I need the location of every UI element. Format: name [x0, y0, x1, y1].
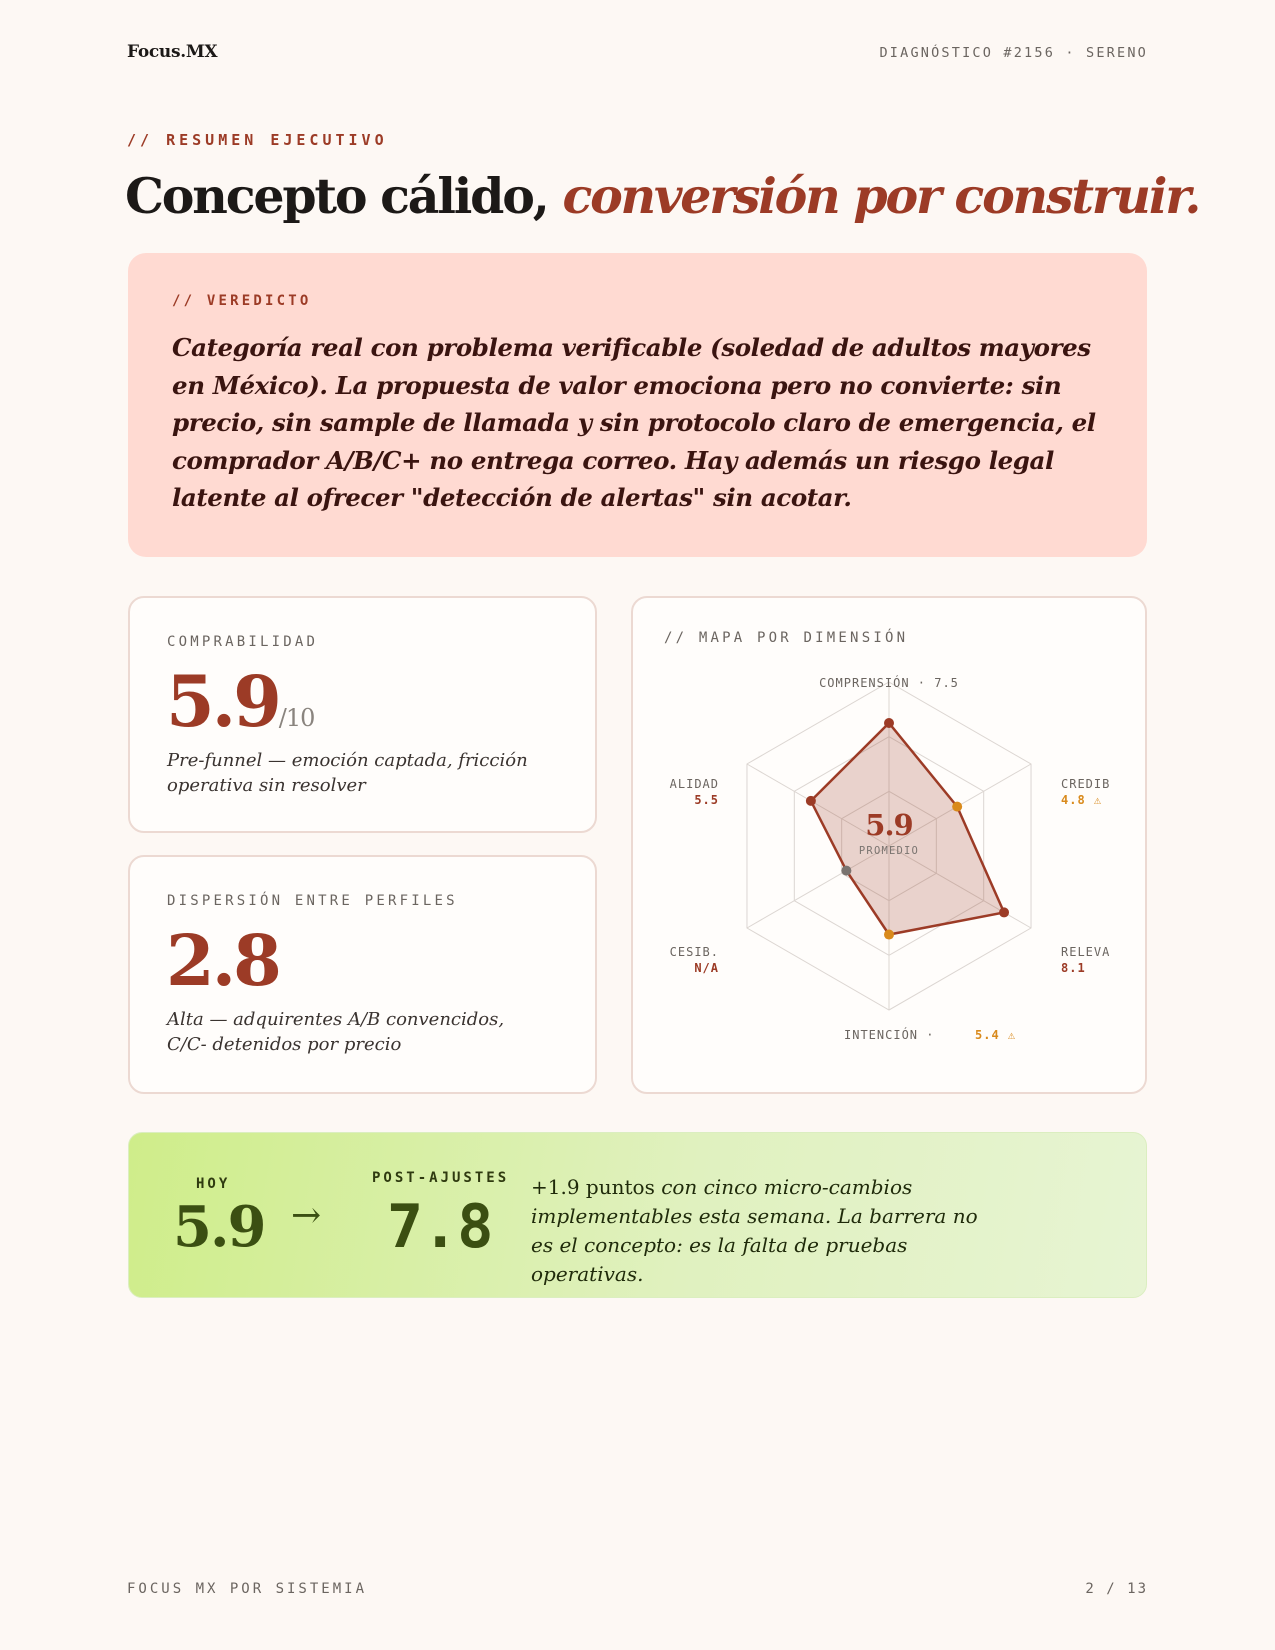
axis-label-bottom: INTENCIÓN · [844, 1028, 935, 1042]
section-kicker: // RESUMEN EJECUTIVO [127, 131, 388, 149]
axis-label-top-left: ALIDAD [669, 777, 719, 791]
dispersion-label: DISPERSIÓN ENTRE PERFILES [167, 893, 458, 909]
axis-label-bottom-left: CESIB. [669, 945, 719, 959]
axis-label-top-right: CREDIB [1061, 777, 1111, 791]
dispersion-value: 2.8 [166, 919, 279, 1002]
radar-chart [633, 598, 1145, 1092]
radar-point-intencin [884, 930, 894, 940]
title-accent: conversión por construir. [562, 167, 1200, 225]
projection-detail: con cinco micro-cambios implementables esta semana. La barrera no es el concepto: es la falta de pruebas operativas. [531, 1175, 978, 1286]
radar-average: 5.9 [865, 808, 913, 842]
title-main: Concepto cálido, [125, 167, 548, 225]
verdict-label: // VEREDICTO [172, 293, 312, 309]
buyability-card [128, 596, 597, 833]
axis-label-bottom-right: RELEVA [1061, 945, 1111, 959]
axis-value-top-right: 4.8 ⚠ [1061, 793, 1103, 807]
axis-value-bottom-left: N/A [694, 961, 719, 975]
axis-value-top-left: 5.5 [694, 793, 719, 807]
axis-value-bottom-right: 8.1 [1061, 961, 1086, 975]
radar-point-comprensin [884, 718, 894, 728]
radar-point-alidad [806, 796, 816, 806]
post-label: POST-AJUSTES [372, 1170, 510, 1186]
axis-value-bottom: 5.4 ⚠ [975, 1028, 1017, 1042]
dispersion-description: Alta — adquirentes A/B convencidos, C/C- detenidos por precio [167, 1009, 505, 1055]
radar-point-cesib [841, 866, 851, 876]
buyability-scale: /10 [278, 704, 315, 732]
page-number: 2 / 13 [1085, 1581, 1148, 1597]
buyability-value: 5.9 [166, 660, 279, 743]
post-value: 7.8 [387, 1192, 493, 1262]
projection-box [128, 1132, 1147, 1298]
projection-text [531, 1173, 991, 1289]
axis-label-top: COMPRENSIÓN · 7.5 [819, 676, 959, 690]
brand-logo: Focus.MX [127, 42, 218, 62]
diagnostic-id: DIAGNÓSTICO #2156 · SERENO [879, 45, 1148, 61]
buyability-score [166, 662, 314, 758]
projection-points: +1.9 puntos [531, 1175, 655, 1199]
radar-point-credib [952, 802, 962, 812]
today-value: 5.9 [173, 1194, 265, 1260]
buyability-label: COMPRABILIDAD [167, 634, 319, 650]
footer-credit: FOCUS MX POR SISTEMIA [127, 1581, 368, 1597]
radar-average-label: PROMEDIO [858, 845, 920, 857]
radar-point-releva [999, 907, 1009, 917]
today-label: HOY [196, 1176, 231, 1192]
page-title [125, 166, 1199, 226]
arrow-right-icon: → [291, 1195, 322, 1236]
radar-card [631, 596, 1147, 1094]
dispersion-card [128, 855, 597, 1094]
verdict-text: Categoría real con problema verificable (soledad de adultos mayores en México). La propuesta de valor emociona pero no convierte: sin precio, sin sample de llamada y sin protocolo claro de emergencia, el comprador A/B/C+ no entrega correo. Hay además un riesgo legal latente al ofrecer "detección de alertas" sin acotar. [172, 333, 1096, 512]
radar-label: // MAPA POR DIMENSIÓN [664, 630, 909, 646]
verdict-box [128, 253, 1147, 557]
buyability-description: Pre-funnel — emoción captada, fricción operativa sin resolver [167, 750, 528, 796]
